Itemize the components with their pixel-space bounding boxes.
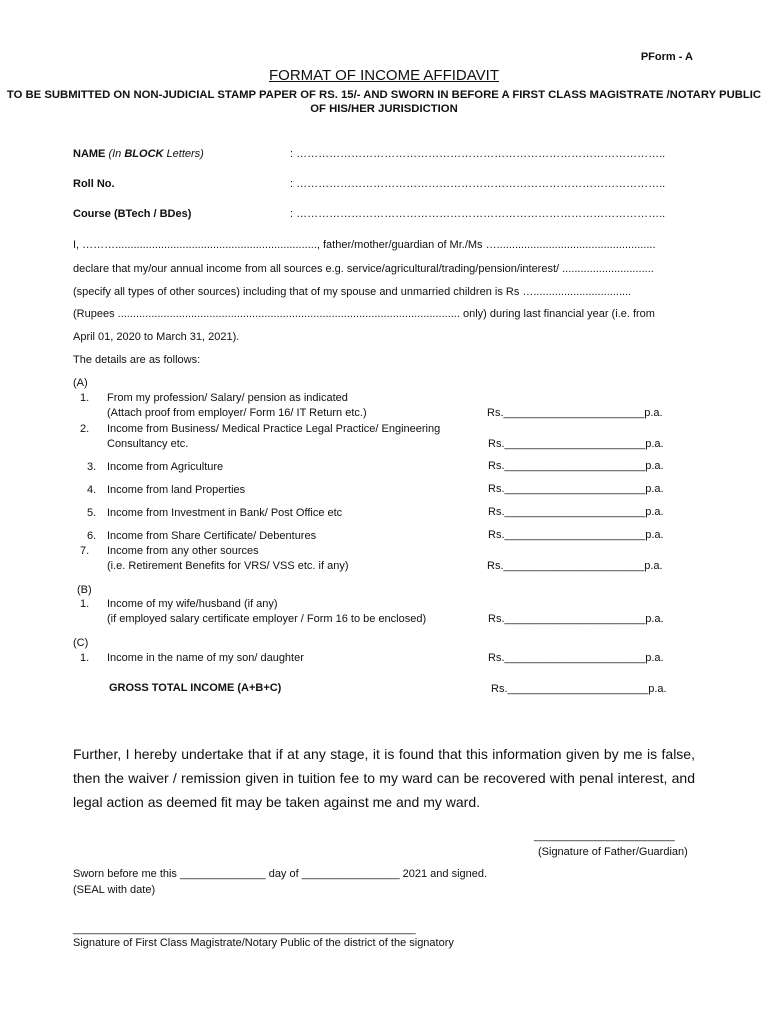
declaration-line-6: The details are as follows:: [73, 354, 201, 366]
gross-total-label: GROSS TOTAL INCOME (A+B+C): [109, 682, 282, 694]
page-subtitle: TO BE SUBMITTED ON NON-JUDICIAL STAMP PAPER OF RS. 15/- AND SWORN IN BEFORE A FIRST CLASS MAGISTRATE /NOTARY PUBLIC OF HIS/HER JURISDICTION: [6, 89, 762, 115]
item-number: 4.: [87, 484, 97, 496]
declaration-line-3: (specify all types of other sources) including that of my spouse and unmarried children is Rs …................................: [73, 286, 632, 298]
item-number: 2.: [80, 423, 90, 435]
item-a7-line2: (i.e. Retirement Benefits for VRS/ VSS etc. if any): [107, 560, 349, 572]
magistrate-signature-label: Signature of First Class Magistrate/Notary Public of the district of the signatory: [73, 937, 454, 949]
amount-field-a6[interactable]: Rs._______________________p.a.: [488, 529, 664, 541]
declaration-line-1: I, ……….................................................................., father/mother/guardian of Mr./Ms …....................................................: [73, 239, 656, 251]
declaration-line-5: April 01, 2020 to March 31, 2021).: [73, 331, 240, 343]
amount-field-a7[interactable]: Rs._______________________p.a.: [487, 560, 663, 572]
sworn-line: Sworn before me this ______________ day of ________________ 2021 and signed.: [73, 868, 488, 880]
amount-field-a2[interactable]: Rs._______________________p.a.: [488, 438, 664, 450]
item-a5-line1: Income from Investment in Bank/ Post Office etc: [107, 507, 343, 519]
declaration-line-4: (Rupees ................................................................................................................ only) during last financial year (i.e. from: [73, 308, 655, 320]
item-number: 1.: [80, 598, 90, 610]
item-number: 6.: [87, 530, 97, 542]
form-number: PForm - A: [640, 51, 693, 63]
amount-field-a5[interactable]: Rs._______________________p.a.: [488, 506, 664, 518]
item-a7-line1: Income from any other sources: [107, 545, 259, 557]
amount-field-a4[interactable]: Rs._______________________p.a.: [488, 483, 664, 495]
item-a4-line1: Income from land Properties: [107, 484, 246, 496]
amount-field-c1[interactable]: Rs._______________________p.a.: [488, 652, 664, 664]
course-field[interactable]: : ………………………………………………………………………………………..: [290, 208, 666, 220]
guardian-signature-label: (Signature of Father/Guardian): [538, 846, 688, 858]
declaration-line-2: declare that my/our annual income from all sources e.g. service/agricultural/trading/pension/interest/ ..............................: [73, 263, 654, 275]
item-c1-line1: Income in the name of my son/ daughter: [107, 652, 304, 664]
item-b1-line2: (if employed salary certificate employer / Form 16 to be enclosed): [107, 613, 427, 625]
guardian-signature-line[interactable]: _______________________: [534, 830, 675, 842]
item-a2-line1: Income from Business/ Medical Practice Legal Practice/ Engineering: [107, 423, 441, 435]
section-b-label: (B): [77, 584, 92, 596]
undertaking-paragraph: Further, I hereby undertake that if at any stage, it is found that this information given by me is false, then the waiver / remission given in tuition fee to my ward can be recovered with penal interest, and legal action as deemed fit may be taken against me and my ward.: [73, 746, 695, 810]
page-title: FORMAT OF INCOME AFFIDAVIT: [268, 67, 499, 84]
item-number: 3.: [87, 461, 97, 473]
roll-label: Roll No.: [73, 178, 115, 190]
seal-label: (SEAL with date): [73, 884, 156, 896]
amount-field-a3[interactable]: Rs._______________________p.a.: [488, 460, 664, 472]
name-label: NAME (In BLOCK Letters): [73, 148, 204, 160]
item-b1-line1: Income of my wife/husband (if any): [107, 598, 278, 610]
amount-field-b1[interactable]: Rs._______________________p.a.: [488, 613, 664, 625]
item-number: 1.: [80, 652, 90, 664]
item-a1-line2: (Attach proof from employer/ Form 16/ IT Return etc.): [107, 407, 367, 419]
roll-field[interactable]: : ………………………………………………………………………………………..: [290, 178, 666, 190]
item-a6-line1: Income from Share Certificate/ Debentures: [107, 530, 317, 542]
section-a-label: (A): [73, 377, 88, 389]
amount-field-a1[interactable]: Rs._______________________p.a.: [487, 407, 663, 419]
item-a3-line1: Income from Agriculture: [107, 461, 224, 473]
item-a1-line1: From my profession/ Salary/ pension as indicated: [107, 392, 348, 404]
item-a2-line2: Consultancy etc.: [107, 438, 189, 450]
amount-field-gross[interactable]: Rs._______________________p.a.: [491, 683, 667, 695]
item-number: 5.: [87, 507, 97, 519]
magistrate-signature-line[interactable]: ________________________________________________________: [73, 923, 416, 935]
name-field[interactable]: : ………………………………………………………………………………………..: [290, 148, 666, 160]
item-number: 7.: [80, 545, 90, 557]
section-c-label: (C): [73, 637, 89, 649]
course-label: Course (BTech / BDes): [73, 208, 192, 220]
item-number: 1.: [80, 392, 90, 404]
